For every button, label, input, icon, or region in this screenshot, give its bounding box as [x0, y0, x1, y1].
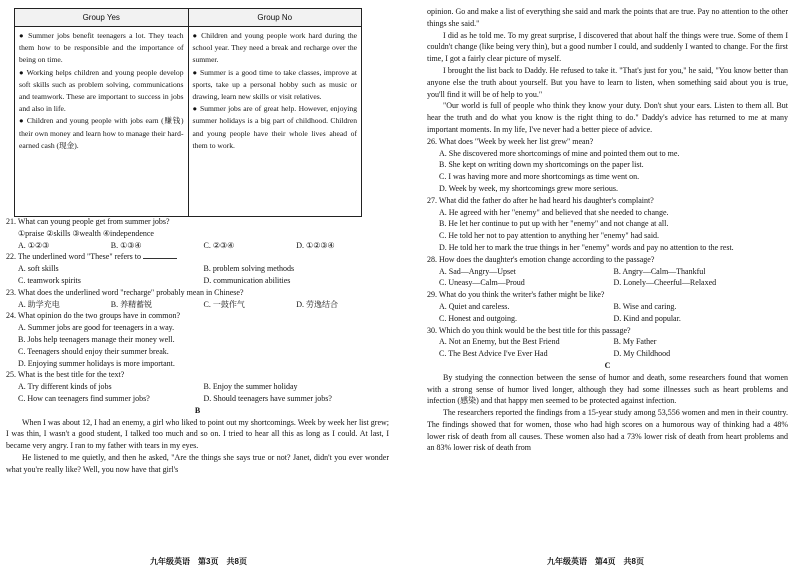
q28-option-d[interactable]: D. Lonely—Cheerful—Relaxed [613, 278, 717, 288]
no-point-2: ● Summer is a good time to take classes, improve at sports, take up a personal hobby such as music or drawing, learn new skills or visit relatives. [192, 67, 357, 102]
q30-option-d[interactable]: D. My Childhood [613, 349, 671, 359]
passage-cont-para-3: I brought the list back to Daddy. He refused to take it. "That's just for you," he said, "You know better than anyone else the truth about yourself. But you have to learn to listen, when something said about you is true, you'll find it will be of help to you." [427, 65, 788, 99]
q26-option-c[interactable]: C. I was having more and more shortcomings as time went on. [439, 172, 640, 182]
q23-option-d[interactable]: D. 劳逸结合 [296, 299, 339, 309]
q22-option-b[interactable]: B. problem solving methods [203, 264, 295, 274]
q26-option-a[interactable]: A. She discovered more shortcomings of mine and pointed them out to me. [439, 148, 680, 158]
q27-option-b[interactable]: B. He let her continue to put up with her "enemy" and not change at all. [439, 219, 669, 229]
q24-option-b[interactable]: B. Jobs help teenagers manage their money well. [18, 334, 175, 344]
right-content [427, 6, 788, 454]
no-point-1: ● Children and young people work hard during the school year. They need a break and recharge over the summer. [192, 31, 357, 65]
group-yes-cell [15, 27, 189, 217]
q21-option-b[interactable]: B. ①③④ [110, 240, 142, 250]
q21-stem: 21. What can young people get from summer jobs? [6, 217, 170, 226]
q29-option-b[interactable]: B. Wise and caring. [613, 301, 677, 311]
q22-options [6, 263, 389, 287]
group-no-header: Group No [188, 9, 362, 27]
q30-option-a[interactable]: A. Not an Enemy, but the Best Friend [439, 337, 560, 347]
q28-options [427, 266, 788, 290]
q21-option-a[interactable]: A. ①②③ [18, 240, 50, 250]
q28-stem: 28. How does the daughter's emotion change according to the passage? [427, 254, 655, 264]
q24-option-a[interactable]: A. Summer jobs are good for teenagers in a way. [18, 323, 175, 333]
q26-option-d[interactable]: D. Week by week, my shortcomings grew more serious. [439, 183, 618, 193]
q22-option-d[interactable]: D. communication abilities [203, 275, 291, 285]
q26-option-b[interactable]: B. She kept on writing down my shortcomings on the paper list. [439, 160, 644, 170]
passage-c-para-2: The researchers reported the findings from a 15-year study among 53,556 women and men in their country. The findings showed that for women, those who had high scores on a humorous way of thinking had a 48% lower risk of death from all causes. These women also had a 73% lower risk of death from heart problems and an 83% lower risk of death from [427, 408, 788, 453]
questions-21-25 [6, 216, 389, 476]
q23-option-a[interactable]: A. 助学充电 [18, 299, 60, 309]
passage-c-para-1: By studying the connection between the sense of humor and death, some researchers found that women with a strong sense of humor lived longer, although they had some illnesses such as heart problems and infection (感染) and that happy men seemed to be protected against infection. [427, 372, 788, 406]
q27-option-a[interactable]: A. He agreed with her "enemy" and believed that she needed to change. [439, 207, 669, 217]
page-footer-right: 九年级英语 第4页 共8页 [547, 557, 644, 567]
q30-option-c[interactable]: C. The Best Advice I've Ever Had [439, 349, 548, 359]
q29-option-c[interactable]: C. Honest and outgoing. [439, 313, 517, 323]
q28-option-a[interactable]: A. Sad—Angry—Upset [439, 266, 516, 276]
q21-options [6, 240, 389, 252]
q22-stem [6, 251, 389, 263]
q28-option-b[interactable]: B. Angry—Calm—Thankful [613, 266, 706, 276]
q21-option-d[interactable]: D. ①②③④ [296, 240, 335, 250]
q23-options [6, 299, 389, 311]
right-page [397, 0, 794, 572]
q21-choices: ①praise ②skills ③wealth ④independence [18, 228, 154, 238]
passage-cont-para-4: "Our world is full of people who think they know your duty. Don't shut your ears. Listen to them all. But hear the truth and do what you know is the right thing to do." Daddy's advice has returned to me at many important moments. In my life, I've never had a better piece of advice. [427, 101, 788, 134]
q25-option-a[interactable]: A. Try different kinds of jobs [18, 382, 112, 392]
q27-stem: 27. What did the father do after he had heard his daughter's complaint? [427, 195, 654, 205]
opinion-table [14, 8, 362, 217]
passage-cont-para-2: I did as he told me. To my great surprise, I discovered that about half the things were true. Some of them I couldn't change (like being very thin), but a good number I could, and suddenly I wanted to change. For the first time, I got a fairly clear picture of myself. [427, 30, 788, 64]
section-c-heading: C [604, 360, 611, 370]
group-no-cell [188, 27, 362, 217]
q22-stem-text: 22. The underlined word "These" refers to [6, 252, 142, 262]
page-footer-left: 九年级英语 第3页 共8页 [150, 557, 247, 567]
q23-option-c[interactable]: C. 一鼓作气 [203, 299, 245, 309]
passage-b-para-2: He listened to me quietly, and then he asked, "Are the things she says true or not? Janet, didn't you ever wonder what you're really like? Well, you now have that girl's [6, 452, 389, 474]
passage-b-para-1: When I was about 12, I had an enemy, a girl who liked to point out my shortcomings. Week by week her list grew; I was thin, I wasn't a good student, I talked too much and so on. I tried to hear all this as long as I could. At last, I became very angry. I ran to my father with tears in my eyes. [6, 417, 389, 451]
q27-option-d[interactable]: D. He told her to mark the true things in her "enemy" words and pay no attention to the rest. [439, 242, 734, 252]
q22-option-a[interactable]: A. soft skills [18, 264, 59, 274]
yes-point-2: ● Working helps children and young people develop soft skills such as problem solving, communications and teamwork. These are important to success in jobs and also in life. [19, 67, 184, 114]
q25-option-c[interactable]: C. How can teenagers find summer jobs? [18, 393, 150, 403]
q25-stem: 25. What is the best title for the text? [6, 370, 125, 380]
q25-option-b[interactable]: B. Enjoy the summer holiday [203, 382, 298, 392]
group-yes-header: Group Yes [15, 9, 189, 27]
q27-option-c[interactable]: C. He told her not to pay attention to anything her "enemy" had said. [439, 231, 660, 241]
yes-point-1: ● Summer jobs benefit teenagers a lot. They teach them how to be responsible and the importance of being on time. [19, 31, 184, 65]
q29-option-a[interactable]: A. Quiet and careless. [439, 301, 510, 311]
q25-options [6, 381, 389, 405]
section-b-heading: B [194, 405, 201, 415]
q25-option-d[interactable]: D. Should teenagers have summer jobs? [203, 393, 332, 403]
passage-cont-para-1: opinion. Go and make a list of everything she said and mark the points that are true. Pay no attention to the other things she said." [427, 7, 788, 28]
q21-option-c[interactable]: C. ②③④ [203, 240, 235, 250]
q29-options [427, 301, 788, 325]
q30-option-b[interactable]: B. My Father [613, 337, 657, 347]
q22-option-c[interactable]: C. teamwork spirits [18, 275, 81, 285]
q24-stem: 24. What opinion do the two groups have in common? [6, 311, 181, 321]
q29-stem: 29. What do you think the writer's father might be like? [427, 290, 605, 300]
q24-option-d[interactable]: D. Enjoying summer holidays is more important. [18, 358, 175, 368]
q26-stem: 26. What does "Week by week her list grew" mean? [427, 136, 594, 146]
answer-blank [143, 251, 177, 259]
q23-option-b[interactable]: B. 养精蓄锐 [110, 299, 153, 309]
yes-point-3: ● Children and young people with jobs earn (赚钱) their own money and learn how to manage their hard-earned cash (现金). [19, 116, 184, 150]
q30-options [427, 336, 788, 360]
q30-stem: 30. Which do you think would be the best title for this passage? [427, 325, 631, 335]
q24-option-c[interactable]: C. Teenagers should enjoy their summer break. [18, 346, 169, 356]
q23-stem: 23. What does the underlined word "recharge" probably mean in Chinese? [6, 287, 244, 297]
q29-option-d[interactable]: D. Kind and popular. [613, 313, 681, 323]
q28-option-c[interactable]: C. Uneasy—Calm—Proud [439, 278, 525, 288]
no-point-3: ● Summer jobs are of great help. However, enjoying summer holidays is a big part of childhood. Children and young people have their whole lives ahead of them to work. [192, 104, 357, 150]
